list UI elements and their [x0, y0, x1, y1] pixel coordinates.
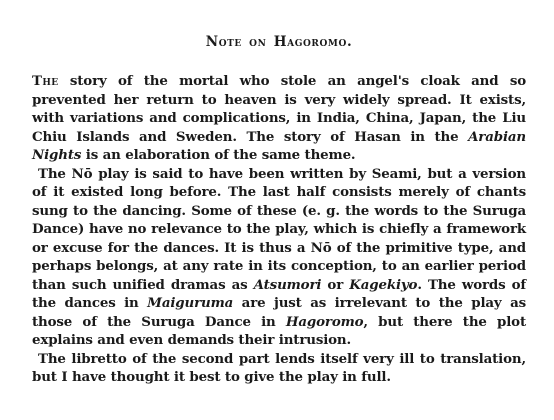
- para2-text-4: are just as irrelevant to the play as those of the Suruga Dance in: [32, 295, 526, 330]
- para1-text-1: story of the mortal who stole an angel's cloak and so prevented her return to heaven is very widely spread. It exists, with variations and complications, in India, China, Japan, the Liu Chiu Islands and Sweden. The story of Hasan in the: [32, 73, 526, 145]
- para2-text-5: , but there the plot explains and even demands their intrusion.: [32, 313, 526, 348]
- document-page: [32, 34, 526, 387]
- paragraph-3: [32, 350, 526, 387]
- para2-text-3: . The words of the dances in: [32, 276, 527, 311]
- para2-text-1: The Nō play is said to have been written by Seami, but a version of it existed long before. The last half consists merely of chants sung to the dancing. Some of these (e. g. the words to the Suruga Dance) have no relevance to the play, which is chiefly a framework or excuse for the dances. It is thus a Nō of the primitive type, and perhaps belongs, at any rate in its conception, to an earlier period than such unified dramas as: [32, 165, 526, 293]
- para3-text-1: The libretto of the second part lends itself very ill to translation, but I have thought it best to give the play in full.: [32, 350, 526, 385]
- title-maiguruma: Maiguruma: [147, 295, 234, 311]
- lead-word: The: [32, 73, 59, 89]
- paragraph-1: [32, 72, 526, 165]
- title-kagekiyo: Kagekiyo: [349, 276, 418, 293]
- para1-text-2: is an elaboration of the same theme.: [81, 147, 356, 163]
- title-arabian-nights: Arabian Nights: [32, 128, 526, 163]
- title-hagoromo: Hagoromo: [285, 313, 364, 330]
- title-atsumori: Atsumori: [253, 276, 322, 293]
- page-title: Note on Hagoromo.: [205, 34, 353, 50]
- para2-text-2: or: [321, 276, 350, 293]
- paragraph-2: [32, 165, 526, 350]
